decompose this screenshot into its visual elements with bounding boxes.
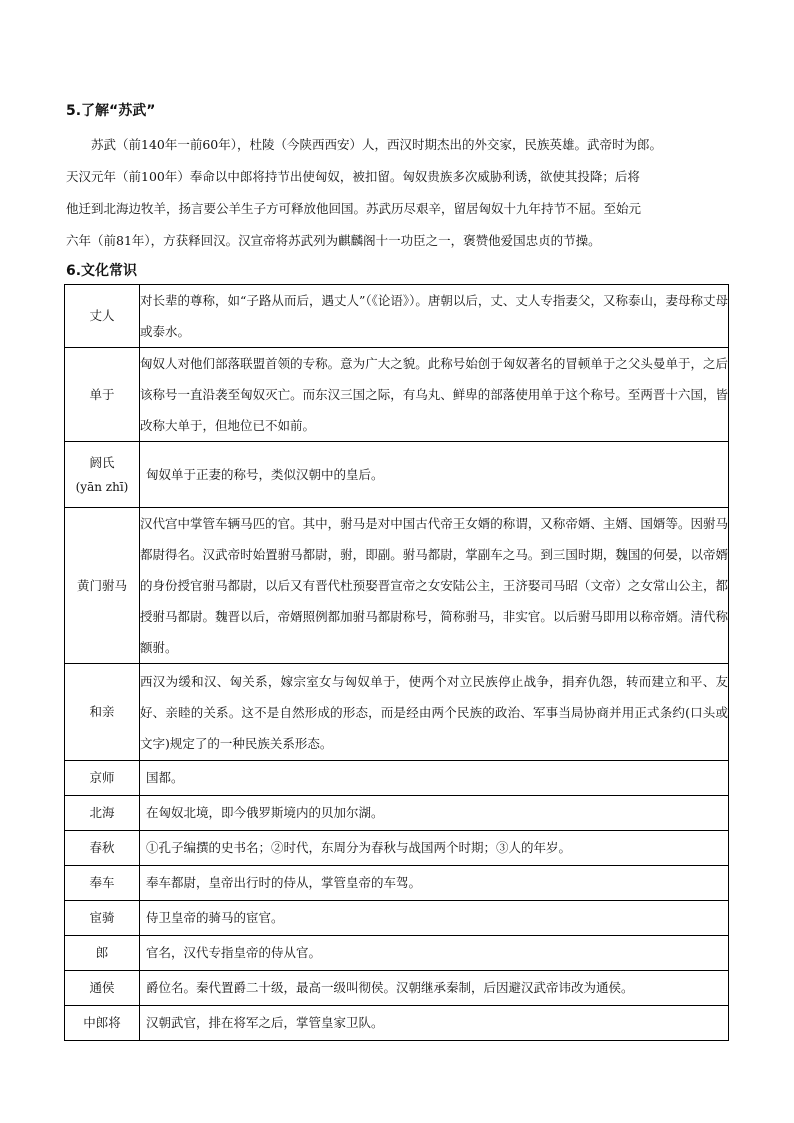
section-5-heading: 5.了解“苏武” <box>66 103 156 119</box>
term-cell: 郎 <box>65 936 140 971</box>
definition-cell: 匈奴人对他们部落联盟首领的专称。意为广大之貌。此称号始创于匈奴著名的冒顿单于之父头曼单于，之后该称号一直沿袭至匈奴灭亡。而东汉三国之际，有乌丸、鲜卑的部落使用单于这个称号。至两晋十六国，皆改称大单于，但地位已不如前。 <box>140 348 729 442</box>
paragraph-line: 天汉元年（前100年）奉命以中郎将持节出使匈奴，被扣留。匈奴贵族多次威胁利诱，欲使其投降；后将 <box>66 169 640 184</box>
term-cell: 宦骑 <box>65 901 140 936</box>
definition-cell: 官名，汉代专指皇帝的侍从官。 <box>140 936 729 971</box>
table-row <box>65 348 729 442</box>
table-row <box>65 1006 729 1041</box>
definition-cell: 匈奴单于正妻的称号，类似汉朝中的皇后。 <box>140 442 729 508</box>
term-cell: 和亲 <box>65 664 140 761</box>
definition-cell: 奉车都尉，皇帝出行时的侍从，掌管皇帝的车驾。 <box>140 866 729 901</box>
definition-cell: 爵位名。秦代置爵二十级，最高一级叫彻侯。汉朝继承秦制，后因避汉武帝讳改为通侯。 <box>140 971 729 1006</box>
table-row <box>65 971 729 1006</box>
section-6-heading: 6.文化常识 <box>66 263 138 279</box>
definition-cell: 西汉为缓和汉、匈关系，嫁宗室女与匈奴单于，使两个对立民族停止战争，捐弃仇怨，转而建立和平、友好、亲睦的关系。这不是自然形成的形态，而是经由两个民族的政治、军事当局协商并用正式条约(口头或文字)规定了的一种民族关系形态。 <box>140 664 729 761</box>
paragraph-line: 他迁到北海边牧羊，扬言要公羊生子方可释放他回国。苏武历尽艰辛，留居匈奴十九年持节不屈。至始元 <box>66 201 642 216</box>
term-cell <box>65 442 140 508</box>
table-row <box>65 796 729 831</box>
culture-terms-table <box>64 284 729 1041</box>
term-cell: 京师 <box>65 761 140 796</box>
definition-cell: 国都。 <box>140 761 729 796</box>
term-text: 阏氏 <box>89 454 115 470</box>
table-row <box>65 442 729 508</box>
table-row <box>65 664 729 761</box>
term-cell: 奉车 <box>65 866 140 901</box>
definition-cell: 侍卫皇帝的骑马的宦官。 <box>140 901 729 936</box>
definition-cell: 在匈奴北境，即今俄罗斯境内的贝加尔湖。 <box>140 796 729 831</box>
paragraph-line: 六年（前81年），方获释回汉。汉宣帝将苏武列为麒麟阁十一功臣之一，褒赞他爱国忠贞的节操。 <box>66 233 601 248</box>
definition-cell: 汉代宫中掌管车辆马匹的官。其中，驸马是对中国古代帝王女婿的称谓，又称帝婿、主婿、国婿等。因驸马都尉得名。汉武帝时始置驸马都尉，驸，即副。驸马都尉，掌副车之马。到三国时期，魏国的何晏，以帝婿的身份授官驸马都尉，以后又有晋代杜预娶晋宣帝之女安陆公主，王济娶司马昭（文帝）之女常山公主，都授驸马都尉。魏晋以后，帝婿照例都加驸马都尉称号，简称驸马，非实官。以后驸马即用以称帝婿。清代称额驸。 <box>140 508 729 664</box>
table-row <box>65 831 729 866</box>
term-cell: 黄门驸马 <box>65 508 140 664</box>
paragraph-line: 苏武（前140年一前60年），杜陵（今陕西西安）人，西汉时期杰出的外交家，民族英雄。武帝时为郎。 <box>91 137 663 152</box>
table-row <box>65 285 729 348</box>
table-row <box>65 761 729 796</box>
term-cell: 春秋 <box>65 831 140 866</box>
definition-cell: ①孔子编撰的史书名；②时代，东周分为春秋与战国两个时期；③人的年岁。 <box>140 831 729 866</box>
table-row <box>65 936 729 971</box>
table-row <box>65 508 729 664</box>
term-cell: 北海 <box>65 796 140 831</box>
su-wu-paragraph <box>66 129 730 257</box>
table-row <box>65 901 729 936</box>
term-cell: 中郎将 <box>65 1006 140 1041</box>
definition-cell: 对长辈的尊称，如“子路从而后，遇丈人”（《论语》）。唐朝以后，丈、丈人专指妻父，又称泰山，妻母称丈母或泰水。 <box>140 285 729 348</box>
term-cell: 单于 <box>65 348 140 442</box>
term-pinyin: (yān zhī) <box>75 479 129 494</box>
term-cell: 通侯 <box>65 971 140 1006</box>
definition-cell: 汉朝武官，排在将军之后，掌管皇家卫队。 <box>140 1006 729 1041</box>
term-cell: 丈人 <box>65 285 140 348</box>
table-row <box>65 866 729 901</box>
